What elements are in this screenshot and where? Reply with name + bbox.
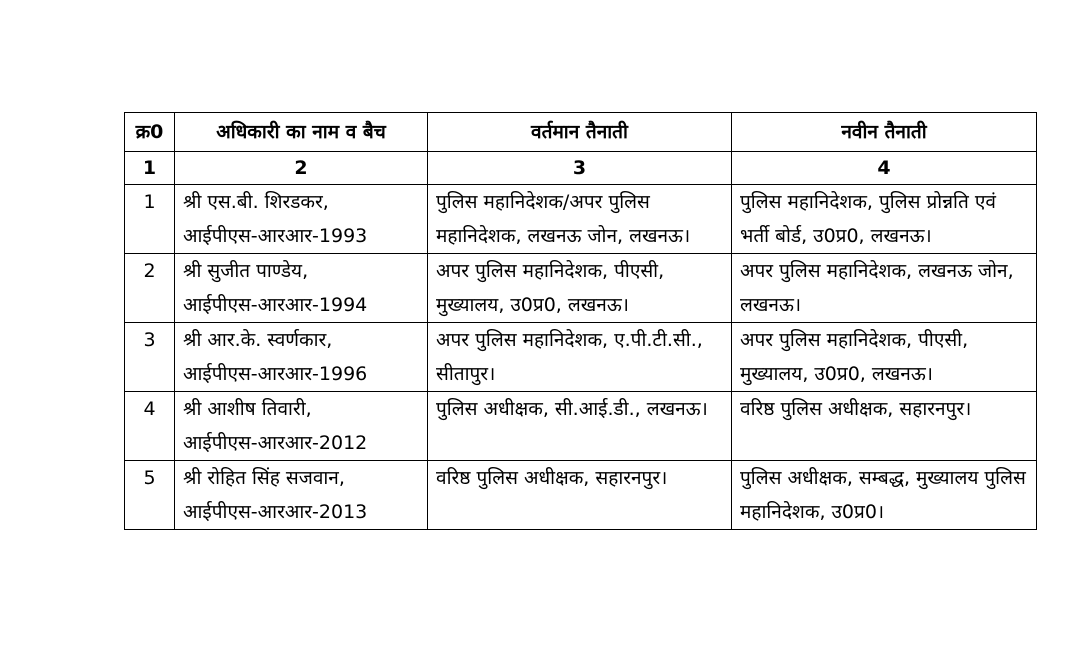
new-posting: अपर पुलिस महानिदेशक, पीएसी, मुख्यालय, उ0प्र0, लखनऊ।: [732, 323, 1037, 392]
new-posting: पुलिस अधीक्षक, सम्बद्ध, मुख्यालय पुलिस महानिदेशक, उ0प्र0।: [732, 461, 1037, 530]
column-number: 3: [428, 152, 732, 185]
column-number: 2: [175, 152, 428, 185]
header-row: [125, 113, 1037, 152]
officer-batch: आईपीएस-आरआर-2013: [183, 501, 368, 523]
header-officer-name-batch: अधिकारी का नाम व बैच: [175, 113, 428, 152]
transfer-table: [124, 112, 1037, 530]
officer-cell: [175, 254, 428, 323]
officer-name: श्री आर.के. स्वर्णकार,: [183, 329, 333, 351]
serial-number: 3: [125, 323, 175, 392]
current-posting: अपर पुलिस महानिदेशक, ए.पी.टी.सी., सीतापुर।: [428, 323, 732, 392]
officer-batch: आईपीएस-आरआर-1996: [183, 363, 368, 385]
header-new-posting: नवीन तैनाती: [732, 113, 1037, 152]
new-posting: पुलिस महानिदेशक, पुलिस प्रोन्नति एवं भर्ती बोर्ड, उ0प्र0, लखनऊ।: [732, 185, 1037, 254]
new-posting: अपर पुलिस महानिदेशक, लखनऊ जोन, लखनऊ।: [732, 254, 1037, 323]
officer-cell: [175, 185, 428, 254]
officer-name: श्री आशीष तिवारी,: [183, 398, 312, 420]
officer-cell: [175, 392, 428, 461]
header-serial: क्र0: [125, 113, 175, 152]
column-number: 1: [125, 152, 175, 185]
officer-name: श्री सुजीत पाण्डेय,: [183, 260, 309, 282]
serial-number: 4: [125, 392, 175, 461]
officer-name: श्री रोहित सिंह सजवान,: [183, 467, 345, 489]
officer-name: श्री एस.बी. शिरडकर,: [183, 191, 329, 213]
serial-number: 5: [125, 461, 175, 530]
current-posting: पुलिस महानिदेशक/अपर पुलिस महानिदेशक, लखनऊ जोन, लखनऊ।: [428, 185, 732, 254]
table-row: [125, 254, 1037, 323]
header-current-posting: वर्तमान तैनाती: [428, 113, 732, 152]
officer-batch: आईपीएस-आरआर-2012: [183, 432, 368, 454]
officer-cell: [175, 461, 428, 530]
serial-number: 2: [125, 254, 175, 323]
new-posting: वरिष्ठ पुलिस अधीक्षक, सहारनपुर।: [732, 392, 1037, 461]
table-row: [125, 323, 1037, 392]
officer-batch: आईपीएस-आरआर-1993: [183, 225, 368, 247]
current-posting: अपर पुलिस महानिदेशक, पीएसी, मुख्यालय, उ0प्र0, लखनऊ।: [428, 254, 732, 323]
current-posting: पुलिस अधीक्षक, सी.आई.डी., लखनऊ।: [428, 392, 732, 461]
table-row: [125, 185, 1037, 254]
column-number: 4: [732, 152, 1037, 185]
column-number-row: [125, 152, 1037, 185]
officer-batch: आईपीएस-आरआर-1994: [183, 294, 368, 316]
serial-number: 1: [125, 185, 175, 254]
current-posting: वरिष्ठ पुलिस अधीक्षक, सहारनपुर।: [428, 461, 732, 530]
table-row: [125, 461, 1037, 530]
officer-cell: [175, 323, 428, 392]
table-row: [125, 392, 1037, 461]
